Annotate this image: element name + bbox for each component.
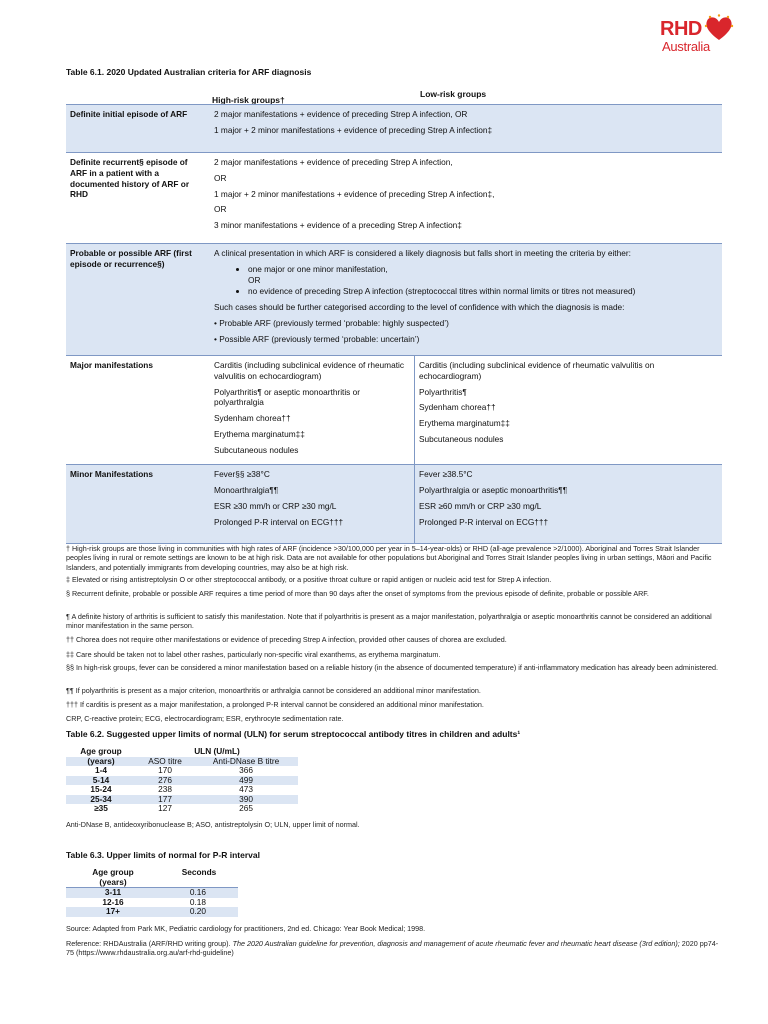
bullet-item: • one major or one minor manifestation, OR [248,264,718,286]
criteria-line: Carditis (including subclinical evidence of rheumatic valvulitis on echocardiogram) [419,360,655,381]
criteria-line: Carditis (including subclinical evidence of rheumatic valvulitis on echocardiogram) [214,360,404,381]
criteria-line: Sydenham chorea†† [419,402,496,413]
row-definite-recurrent [66,153,722,244]
heart-icon [704,14,734,42]
criteria-line: OR [214,172,227,183]
table-6-2-note: Anti-DNase B, antideoxyribonuclease B; ASO, antistreptolysin O; ULN, upper limit of normal. [66,820,360,829]
criteria-line: ESR ≥60 mm/h or CRP ≥30 mg/L [419,501,542,512]
logo-text: RHD [660,18,702,40]
bullet-item: • no evidence of preceding Strep A infection (streptococcal titres within normal limits or titres not measured) [248,286,718,297]
table-row: 15-24 238 473 [90,784,253,795]
row-probable [66,244,722,356]
criteria-line: Prolonged P-R interval on ECG††† [214,516,344,527]
criteria-bullets [214,264,718,297]
criteria-line: Fever§§ ≥38°C [214,469,270,480]
criteria-line: Monoarthralgia¶¶ [214,485,279,496]
header-uln: ULN (U/mL) [194,746,240,756]
header-seconds: Seconds [181,867,217,877]
table-row: 1-4 170 366 [95,765,253,776]
table-row: ≥35 127 265 [94,803,253,814]
criteria-line: Subcutaneous nodules [214,444,299,455]
footnote: ‡ Elevated or rising antistreptolysin O or other streptococcal antibody, or a positive throat culture or rapid antigen or nucleic acid test for Strep A infection. [66,575,552,584]
criteria-line: Such cases should be further categorised according to the level of confidence with which the diagnosis is made: [214,302,625,313]
criteria-line: A clinical presentation in which ARF is considered a likely diagnosis but falls short in meeting the criteria by either: [214,248,631,258]
row-label: Definite recurrent§ episode of ARF in a patient with a documented history of ARF or RHD [70,157,190,200]
logo-subtext: Australia [662,39,710,54]
header-aso: ASO titre [136,757,194,767]
footnote: ¶ A definite history of arthritis is sufficient to satisfy this manifestation. Note that if polyarthritis is present as a major manifestation, polyarthralgia or aseptic monoarthritis cannot be considered an additional minor manifestation in the same person. [66,612,712,631]
table-6-2-title: Table 6.2. Suggested upper limits of normal (ULN) for serum streptococcal antibody titres in children and adults¹ [66,729,521,739]
table-6-1-title: Table 6.1. 2020 Updated Australian criteria for ARF diagnosis [66,67,312,77]
criteria-line: OR [214,204,227,215]
footnote: ¶¶ If polyarthritis is present as a major criterion, monoarthritis or arthralgia cannot be considered an additional minor manifestation. [66,686,481,695]
column-header-high-risk: High-risk groups† [212,95,285,105]
criteria-line: ESR ≥30 mm/h or CRP ≥30 mg/L [214,501,337,512]
header-years: (years) [99,876,127,887]
antibody-titre-table [66,747,298,814]
footnote: CRP, C-reactive protein; ECG, electrocardiogram; ESR, erythrocyte sedimentation rate. [66,714,344,723]
rhd-australia-logo [660,12,740,54]
pr-interval-table [66,868,238,917]
footnote: †† Chorea does not require other manifestations or evidence of preceding Strep A infection, provided other causes of chorea are excluded. [66,635,507,644]
table-row: 25-34 177 390 [66,795,298,805]
row-label: Definite initial episode of ARF [66,105,210,153]
row-label: Probable or possible ARF (first episode or recurrence§) [66,244,210,356]
source-citation: Source: Adapted from Park MK, Pediatric cardiology for practitioners, 2nd ed. Chicago: Year Book Medical; 1998. [66,924,426,933]
criteria-line: • Possible ARF (previously termed ‘probable: uncertain’) [214,333,420,344]
criteria-line: Erythema marginatum‡‡ [214,428,305,439]
criteria-line: Subcutaneous nodules [419,433,504,444]
reference-citation: Reference: RHDAustralia (ARF/RHD writing group). The 2020 Australian guideline for prevention, diagnosis and management of acute rheumatic fever and rheumatic heart disease (3rd edition); 2020 pp74-75 (https://www.rhdaustralia.org.au/arf-rhd-guideline) [66,939,719,958]
table-row: 17+ 0.20 [66,907,238,917]
criteria-line: Prolonged P-R interval on ECG††† [419,516,549,527]
criteria-line: 1 major + 2 minor manifestations + evidence of preceding Strep A infection‡ [214,124,493,135]
criteria-line: Polyarthritis¶ or aseptic monoarthritis or polyarthralgia [214,386,361,408]
row-definite-initial [66,105,722,153]
criteria-line: 2 major manifestations + evidence of preceding Strep A infection, [214,157,453,167]
table-6-3-title: Table 6.3. Upper limits of normal for P-R interval [66,850,260,860]
criteria-line: 2 major manifestations + evidence of preceding Strep A infection, OR [214,109,468,119]
criteria-line: 3 minor manifestations + evidence of a preceding Strep A infection‡ [214,220,462,231]
footnote: ‡‡ Care should be taken not to label other rashes, particularly non-specific viral exanthems, as erythema marginatum. [66,650,441,659]
row-label: Minor Manifestations [66,465,210,544]
row-minor [66,465,722,544]
header-years: (years) [66,757,136,767]
header-age-group: Age group [80,746,122,756]
criteria-line: Fever ≥38.5°C [419,469,473,480]
table-row: 12-16 0.18 [102,896,206,907]
table-row: 5-14 276 499 [66,776,298,786]
footnote: §§ In high-risk groups, fever can be considered a minor manifestation based on a reliable history (in the absence of documented temperature) if anti-inflammatory medication has already been administered. [66,663,719,672]
table-row: 3-11 0.16 [66,888,238,898]
footnote: † High-risk groups are those living in communities with high rates of ARF (incidence >30/100,000 per year in 5–14-year-olds) or RHD (all-age prevalence >2/1000). Aboriginal and Torres Strait Islander peoples living in rural or remote settings are known to be at high risk. Data are not available for other populations but Aboriginal and Torres Strait Islander peoples living in urban settings, Māori and Pacific Islanders, and potentially immigrants from developing countries, may also be at high risk. [66,544,712,572]
criteria-line: Polyarthritis¶ [419,386,467,397]
criteria-line: • Probable ARF (previously termed ‘probable: highly suspected’) [214,317,449,328]
criteria-line: Polyarthralgia or aseptic monoarthritis¶¶ [419,485,568,496]
criteria-line: Erythema marginatum‡‡ [419,418,510,429]
row-major [66,356,722,465]
row-label: Major manifestations [70,360,153,370]
criteria-line: Sydenham chorea†† [214,413,291,424]
header-dnase: Anti-DNase B titre [194,757,298,767]
header-age-group: Age group [92,867,134,877]
arf-criteria-table [66,104,722,544]
criteria-line: 1 major + 2 minor manifestations + evidence of preceding Strep A infection‡, [214,188,495,199]
column-header-low-risk: Low-risk groups [420,89,487,99]
footnote: ††† If carditis is present as a major manifestation, a prolonged P-R interval cannot be considered an additional minor manifestation. [66,700,484,709]
footnote: § Recurrent definite, probable or possible ARF requires a time period of more than 90 days after the onset of symptoms from the previous episode of definite, probable or possible ARF. [66,589,649,598]
